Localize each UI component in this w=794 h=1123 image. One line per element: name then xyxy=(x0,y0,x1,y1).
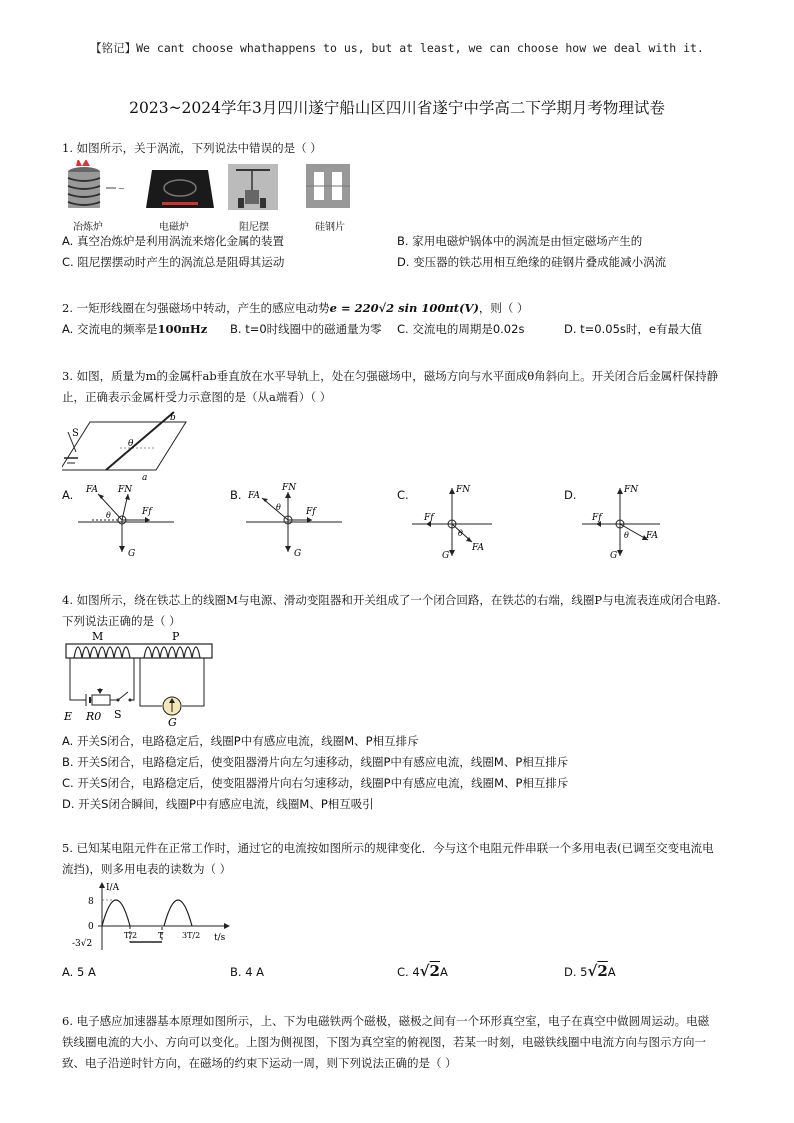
q4-fig-label-e: E xyxy=(64,710,73,723)
silicon-steel-image xyxy=(306,164,350,208)
q3d-label-fn: FN xyxy=(624,485,639,495)
q5-option-d-root: 2 xyxy=(597,962,608,980)
question-6-stem-line2: 铁线圈电流的大小、方向可以变化。上图为侧视图，下图为真空室的俯视图，若某一时刻，电磁铁线圈中电流方向与图示方向一 xyxy=(62,1035,706,1049)
q5-option-a[interactable]: A. 5 A xyxy=(62,965,96,979)
q3-fig-label-theta: θ xyxy=(128,439,134,449)
q3d-label-ff: Ff xyxy=(592,513,602,523)
q4-option-d[interactable]: D. 开关S闭合瞬间，线圈P中有感应电流，线圈M、P相互吸引 xyxy=(62,797,374,811)
question-2-stem xyxy=(62,298,529,319)
q5-graph-x-t2: T/2 xyxy=(124,931,138,940)
q5-option-c-root: 2 xyxy=(429,962,440,980)
q3-option-b[interactable]: B. xyxy=(230,488,242,502)
q5-option-d-text: D. 5 xyxy=(564,965,588,979)
q3-option-a[interactable]: A. xyxy=(62,488,74,502)
question-3-figure xyxy=(62,408,192,480)
q3-option-b-diagram xyxy=(246,480,346,560)
motto-line: 【铭记】We cant choose whathappens to us, but at least, we can choose how we deal with it. xyxy=(90,41,704,55)
q4-fig-label-m: M xyxy=(92,630,104,643)
q3-fig-label-b: b xyxy=(170,413,176,423)
caption-damping-pendulum: 阻尼摆 xyxy=(239,222,269,233)
q3-fig-label-a: a xyxy=(142,473,148,480)
q4-option-c[interactable]: C. 开关S闭合，电路稳定后，使变阻器滑片向右匀速移动，线圈P中有感应电流，线圈M、P相互排斥 xyxy=(62,776,569,790)
question-1-figures xyxy=(62,160,362,218)
q2-option-a-math: 100πHz xyxy=(157,322,208,336)
q5-graph-x-t: T xyxy=(158,931,164,940)
q2-stem-pre: 2. 一矩形线圈在匀强磁场中转动，产生的感应电动势 xyxy=(62,301,330,315)
q5-graph-y-top: 8 xyxy=(88,897,94,907)
q3-option-c-diagram xyxy=(412,480,512,560)
q2-option-b[interactable]: B. t=0时线圈中的磁通量为零 xyxy=(230,322,382,336)
question-3-stem-line1: 3. 如图，质量为m的金属杆ab垂直放在水平导轨上，处在匀强磁场中，磁场方向与水平面成θ角斜向上。开关闭合后金属杆保持静 xyxy=(62,369,719,383)
q3-option-d-diagram xyxy=(580,480,680,560)
q2-formula: e = 220√2 sin 100πt(V) xyxy=(329,301,479,315)
question-3-stem-line2: 止，正确表示金属杆受力示意图的是（从a端看）（ ） xyxy=(62,390,332,404)
q4-fig-label-s: S xyxy=(114,708,122,721)
q1-option-d[interactable]: D. 变压器的铁芯用相互绝缘的硅钢片叠成能减小涡流 xyxy=(397,255,667,269)
q3a-label-fa: FA xyxy=(86,485,98,495)
q5-option-c-text: C. 4 xyxy=(397,965,420,979)
q5-option-b[interactable]: B. 4 A xyxy=(230,965,265,979)
question-6-stem-line3: 致、电子沿逆时针方向，在磁场的约束下运动一周，则下列说法正确的是（ ） xyxy=(62,1056,457,1070)
q4-fig-label-r0: R0 xyxy=(86,710,102,723)
q5-graph-x-3t2: 3T/2 xyxy=(182,931,201,940)
caption-furnace: 冶炼炉 xyxy=(73,222,103,233)
q5-graph-ylabel: I/A xyxy=(106,883,120,893)
q2-option-a[interactable] xyxy=(62,321,207,337)
induction-cooker-image xyxy=(146,170,214,208)
caption-induction-cooker: 电磁炉 xyxy=(159,222,189,233)
q5-graph-y-zero: 0 xyxy=(88,922,94,932)
q3-option-c[interactable]: C. xyxy=(397,488,409,502)
q4-option-a[interactable]: A. 开关S闭合，电路稳定后，线圈P中有感应电流，线圈M、P相互排斥 xyxy=(62,734,419,748)
svg-text:~: ~ xyxy=(118,184,125,193)
q3-fig-label-s: S xyxy=(72,428,79,439)
question-1-stem: 1. 如图所示，关于涡流，下列说法中错误的是（ ） xyxy=(62,141,322,155)
q3b-label-ff: Ff xyxy=(306,507,316,517)
caption-silicon-steel: 硅钢片 xyxy=(315,222,345,233)
q3a-label-fn: FN xyxy=(118,485,133,495)
q3d-label-g: G xyxy=(610,551,618,560)
q3-option-d[interactable]: D. xyxy=(564,488,577,502)
question-5-stem-line1: 5. 已知某电阻元件在正常工作时，通过它的电流按如图所示的规律变化．今与这个电阻元件串联一个多用电表(已调至交变电流电 xyxy=(62,841,714,855)
q3d-label-theta: θ xyxy=(624,531,629,540)
furnace-image xyxy=(68,160,125,208)
q3a-label-ff: Ff xyxy=(142,507,152,517)
q5-option-d[interactable]: D. 5√2A xyxy=(564,962,616,980)
question-5-stem-line2: 流挡)，则多用电表的读数为（ ） xyxy=(62,862,232,876)
q5-graph-xlabel: t/s xyxy=(214,933,226,943)
q4-fig-label-p: P xyxy=(172,630,180,643)
q3c-label-theta: θ xyxy=(458,529,463,538)
q1-option-b[interactable]: B. 家用电磁炉锅体中的涡流是由恒定磁场产生的 xyxy=(397,234,643,248)
question-4-stem-line2: 下列说法正确的是（ ） xyxy=(62,614,181,628)
q2-option-d[interactable]: D. t=0.05s时，e有最大值 xyxy=(564,322,702,336)
question-5-graph xyxy=(62,880,242,956)
q4-option-b[interactable]: B. 开关S闭合，电路稳定后，使变阻器滑片向左匀速移动，线圈P中有感应电流，线圈M、P相互排斥 xyxy=(62,755,569,769)
q2-stem-post: ，则（ ） xyxy=(478,301,529,315)
q3b-label-g: G xyxy=(294,549,302,559)
question-4-figure xyxy=(62,628,222,728)
q5-option-d-unit: A xyxy=(607,965,616,979)
q1-option-a[interactable]: A. 真空冶炼炉是利用涡流来熔化金属的装置 xyxy=(62,234,284,248)
q3a-label-g: G xyxy=(128,549,136,559)
q3a-label-theta: θ xyxy=(106,511,111,520)
q1-option-c[interactable]: C. 阻尼摆摆动时产生的涡流总是阻碍其运动 xyxy=(62,255,285,269)
question-4-stem-line1: 4. 如图所示，绕在铁芯上的线圈M与电源、滑动变阻器和开关组成了一个闭合回路，在铁芯的右端，线圈P与电流表连成闭合电路. xyxy=(62,593,721,607)
page-title: 2023~2024学年3月四川遂宁船山区四川省遂宁中学高二下学期月考物理试卷 xyxy=(129,99,665,117)
q3c-label-fa: FA xyxy=(472,543,484,553)
q3d-label-fa: FA xyxy=(646,531,658,541)
q2-option-c[interactable]: C. 交流电的周期是0.02s xyxy=(397,322,525,336)
q3b-label-fn: FN xyxy=(282,483,297,493)
q3b-label-fa: FA xyxy=(248,491,260,501)
q3c-label-ff: Ff xyxy=(424,513,434,523)
damping-pendulum-image xyxy=(228,164,278,210)
q4-fig-label-g: G xyxy=(168,716,177,728)
q3c-label-g: G xyxy=(442,551,450,560)
q5-graph-y-bottom: -3√2 xyxy=(72,939,93,949)
q2-option-a-text: A. 交流电的频率是 xyxy=(62,322,158,336)
question-6-stem-line1: 6. 电子感应加速器基本原理如图所示，上、下为电磁铁两个磁极，磁极之间有一个环形真空室，电子在真空中做圆周运动。电磁 xyxy=(62,1014,710,1028)
q3-option-a-diagram xyxy=(78,480,178,560)
q3c-label-fn: FN xyxy=(456,485,471,495)
q3b-label-theta: θ xyxy=(276,503,281,512)
q5-option-c-unit: A xyxy=(439,965,448,979)
q5-option-c[interactable]: C. 4√2A xyxy=(397,962,448,980)
